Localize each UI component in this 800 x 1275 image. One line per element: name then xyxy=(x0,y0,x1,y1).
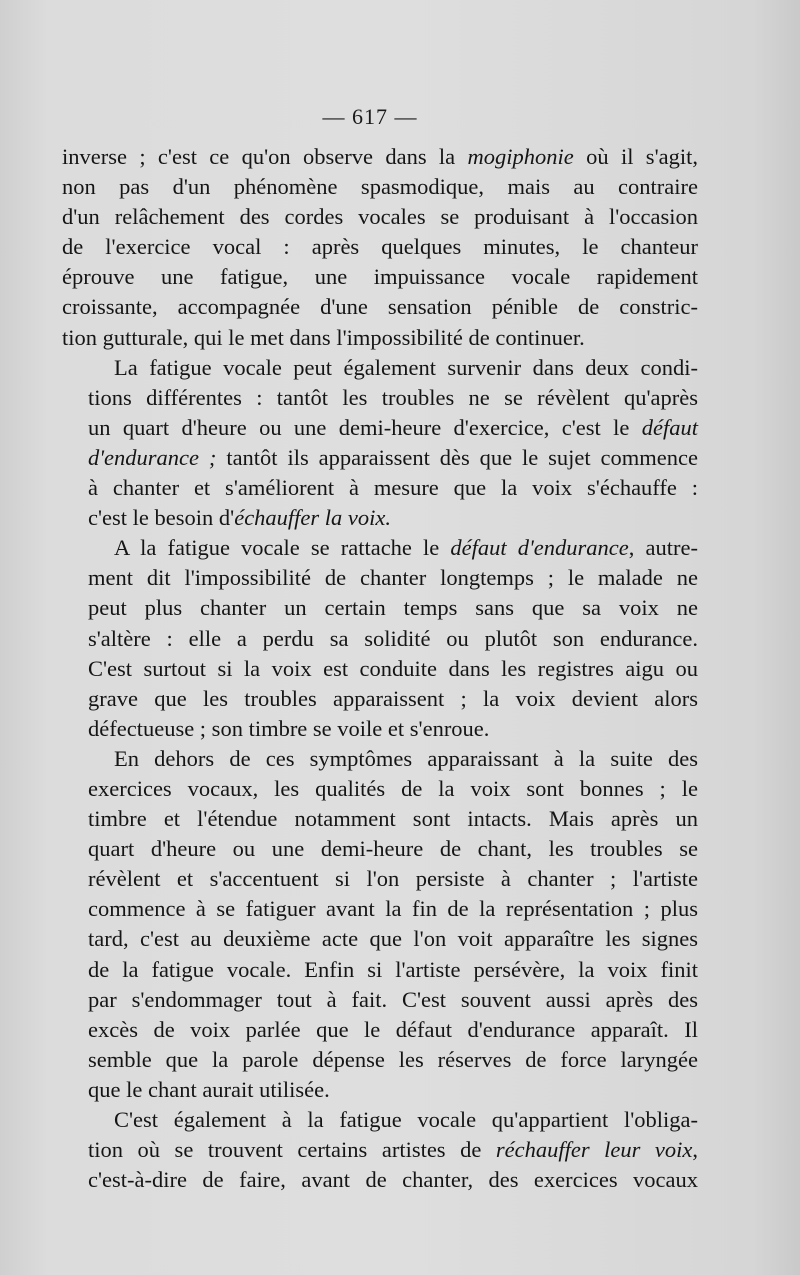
paragraph xyxy=(62,744,698,1105)
text-line xyxy=(62,292,698,322)
text-line xyxy=(62,1045,698,1075)
text-run: tard, c'est au deuxième acte que l'on voit apparaître les signes xyxy=(88,926,698,952)
text-line xyxy=(62,503,698,533)
text-run: C'est surtout si la voix est conduite dans les registres aigu ou xyxy=(88,655,698,681)
text-line xyxy=(62,353,698,383)
text-run: excès de voix parlée que le défaut d'endurance apparaît. Il xyxy=(88,1016,698,1042)
text-line xyxy=(62,834,698,864)
text-line xyxy=(62,323,698,353)
text-run: A la fatigue vocale se rattache le xyxy=(114,535,451,561)
text-line xyxy=(62,924,698,954)
italic-term: défaut d'endurance xyxy=(450,535,629,561)
text-run: par s'endommager tout à fait. C'est souvent aussi après des xyxy=(88,986,698,1012)
text-line xyxy=(62,473,698,503)
paragraph xyxy=(62,353,698,534)
text-line xyxy=(62,172,698,202)
text-run: de l'exercice vocal : après quelques minutes, le chanteur xyxy=(62,234,698,260)
text-run: , autre- xyxy=(628,535,698,561)
text-run: à chanter et s'améliorent à mesure que la voix s'échauffe : xyxy=(88,475,698,501)
italic-term: défaut xyxy=(641,414,698,440)
text-run: s'altère : elle a perdu sa solidité ou plutôt son endurance. xyxy=(88,625,698,651)
text-run: c'est-à-dire de faire, avant de chanter, des exercices vocaux xyxy=(88,1167,698,1193)
text-run: C'est également à la fatigue vocale qu'appartient l'obliga- xyxy=(114,1107,698,1132)
text-run: En dehors de ces symptômes apparaissant à la suite des xyxy=(114,745,698,771)
text-run: tantôt ils apparaissent dès que le sujet commence xyxy=(216,444,698,470)
text-line xyxy=(62,864,698,894)
italic-term: réchauffer leur voix xyxy=(495,1137,693,1163)
text-line xyxy=(62,684,698,714)
text-line xyxy=(62,232,698,262)
text-run: tion où se trouvent certains artistes de xyxy=(88,1137,496,1163)
text-run: éprouve une fatigue, une impuissance vocale rapidement xyxy=(62,264,698,290)
text-line xyxy=(62,1105,698,1135)
text-line xyxy=(62,1015,698,1045)
text-run: un quart d'heure ou une demi-heure d'exercice, c'est le xyxy=(88,414,642,440)
text-run: exercices vocaux, les qualités de la voix sont bonnes ; le xyxy=(88,775,698,801)
text-line xyxy=(62,804,698,834)
text-line xyxy=(62,262,698,292)
text-run: semble que la parole dépense les réserves de force laryngée xyxy=(88,1046,698,1072)
text-line xyxy=(62,624,698,654)
page-number: — 617 — xyxy=(322,104,418,129)
text-line xyxy=(62,894,698,924)
text-line xyxy=(62,654,698,684)
text-line xyxy=(62,142,698,172)
text-run: c'est le besoin d' xyxy=(88,505,235,531)
text-run: quart d'heure ou une demi-heure de chant, les troubles se xyxy=(88,836,698,862)
text-run: non pas d'un phénomène spasmodique, mais au contraire xyxy=(62,174,698,200)
paragraph xyxy=(62,533,698,744)
text-line xyxy=(62,383,698,413)
text-line xyxy=(62,593,698,623)
italic-term: mogiphonie xyxy=(467,144,574,169)
text-line xyxy=(62,443,698,473)
text-run: timbre et l'étendue notamment sont intacts. Mais après un xyxy=(88,806,698,832)
text-line xyxy=(62,985,698,1015)
text-run: inverse ; c'est ce qu'on observe dans la xyxy=(62,144,468,169)
paragraph xyxy=(62,1105,698,1195)
text-run: grave que les troubles apparaissent ; la voix devient alors xyxy=(88,685,698,711)
text-run: croissante, accompagnée d'une sensation pénible de constric- xyxy=(62,294,698,320)
italic-term: d'endurance ; xyxy=(88,444,217,470)
text-run: tions différentes : tantôt les troubles ne se révèlent qu'après xyxy=(88,384,698,410)
text-run: défectueuse ; son timbre se voile et s'enroue. xyxy=(88,715,490,741)
italic-term: échauffer la voix. xyxy=(234,505,392,531)
body-text xyxy=(62,142,698,1195)
text-run: ment dit l'impossibilité de chanter longtemps ; le malade ne xyxy=(88,565,698,591)
text-line xyxy=(62,714,698,744)
text-run: où il s'agit, xyxy=(573,144,698,169)
text-line xyxy=(62,563,698,593)
text-line xyxy=(62,533,698,563)
text-run: commence à se fatiguer avant la fin de la représentation ; plus xyxy=(88,896,698,922)
text-line xyxy=(62,1165,698,1195)
text-run: , xyxy=(692,1137,699,1163)
text-line xyxy=(62,1135,698,1165)
text-run: révèlent et s'accentuent si l'on persiste à chanter ; l'artiste xyxy=(88,866,698,892)
text-run: tion gutturale, qui le met dans l'impossibilité de continuer. xyxy=(62,324,585,350)
text-line xyxy=(62,955,698,985)
text-run: La fatigue vocale peut également survenir dans deux condi- xyxy=(114,354,698,380)
text-line xyxy=(62,202,698,232)
text-line xyxy=(62,774,698,804)
text-line xyxy=(62,744,698,774)
text-run: d'un relâchement des cordes vocales se produisant à l'occasion xyxy=(62,204,698,230)
text-run: que le chant aurait utilisée. xyxy=(88,1076,330,1102)
text-run: peut plus chanter un certain temps sans que sa voix ne xyxy=(88,595,698,621)
text-line xyxy=(62,413,698,443)
text-line xyxy=(62,1075,698,1105)
text-run: de la fatigue vocale. Enfin si l'artiste persévère, la voix finit xyxy=(88,956,698,982)
paragraph xyxy=(62,142,698,353)
